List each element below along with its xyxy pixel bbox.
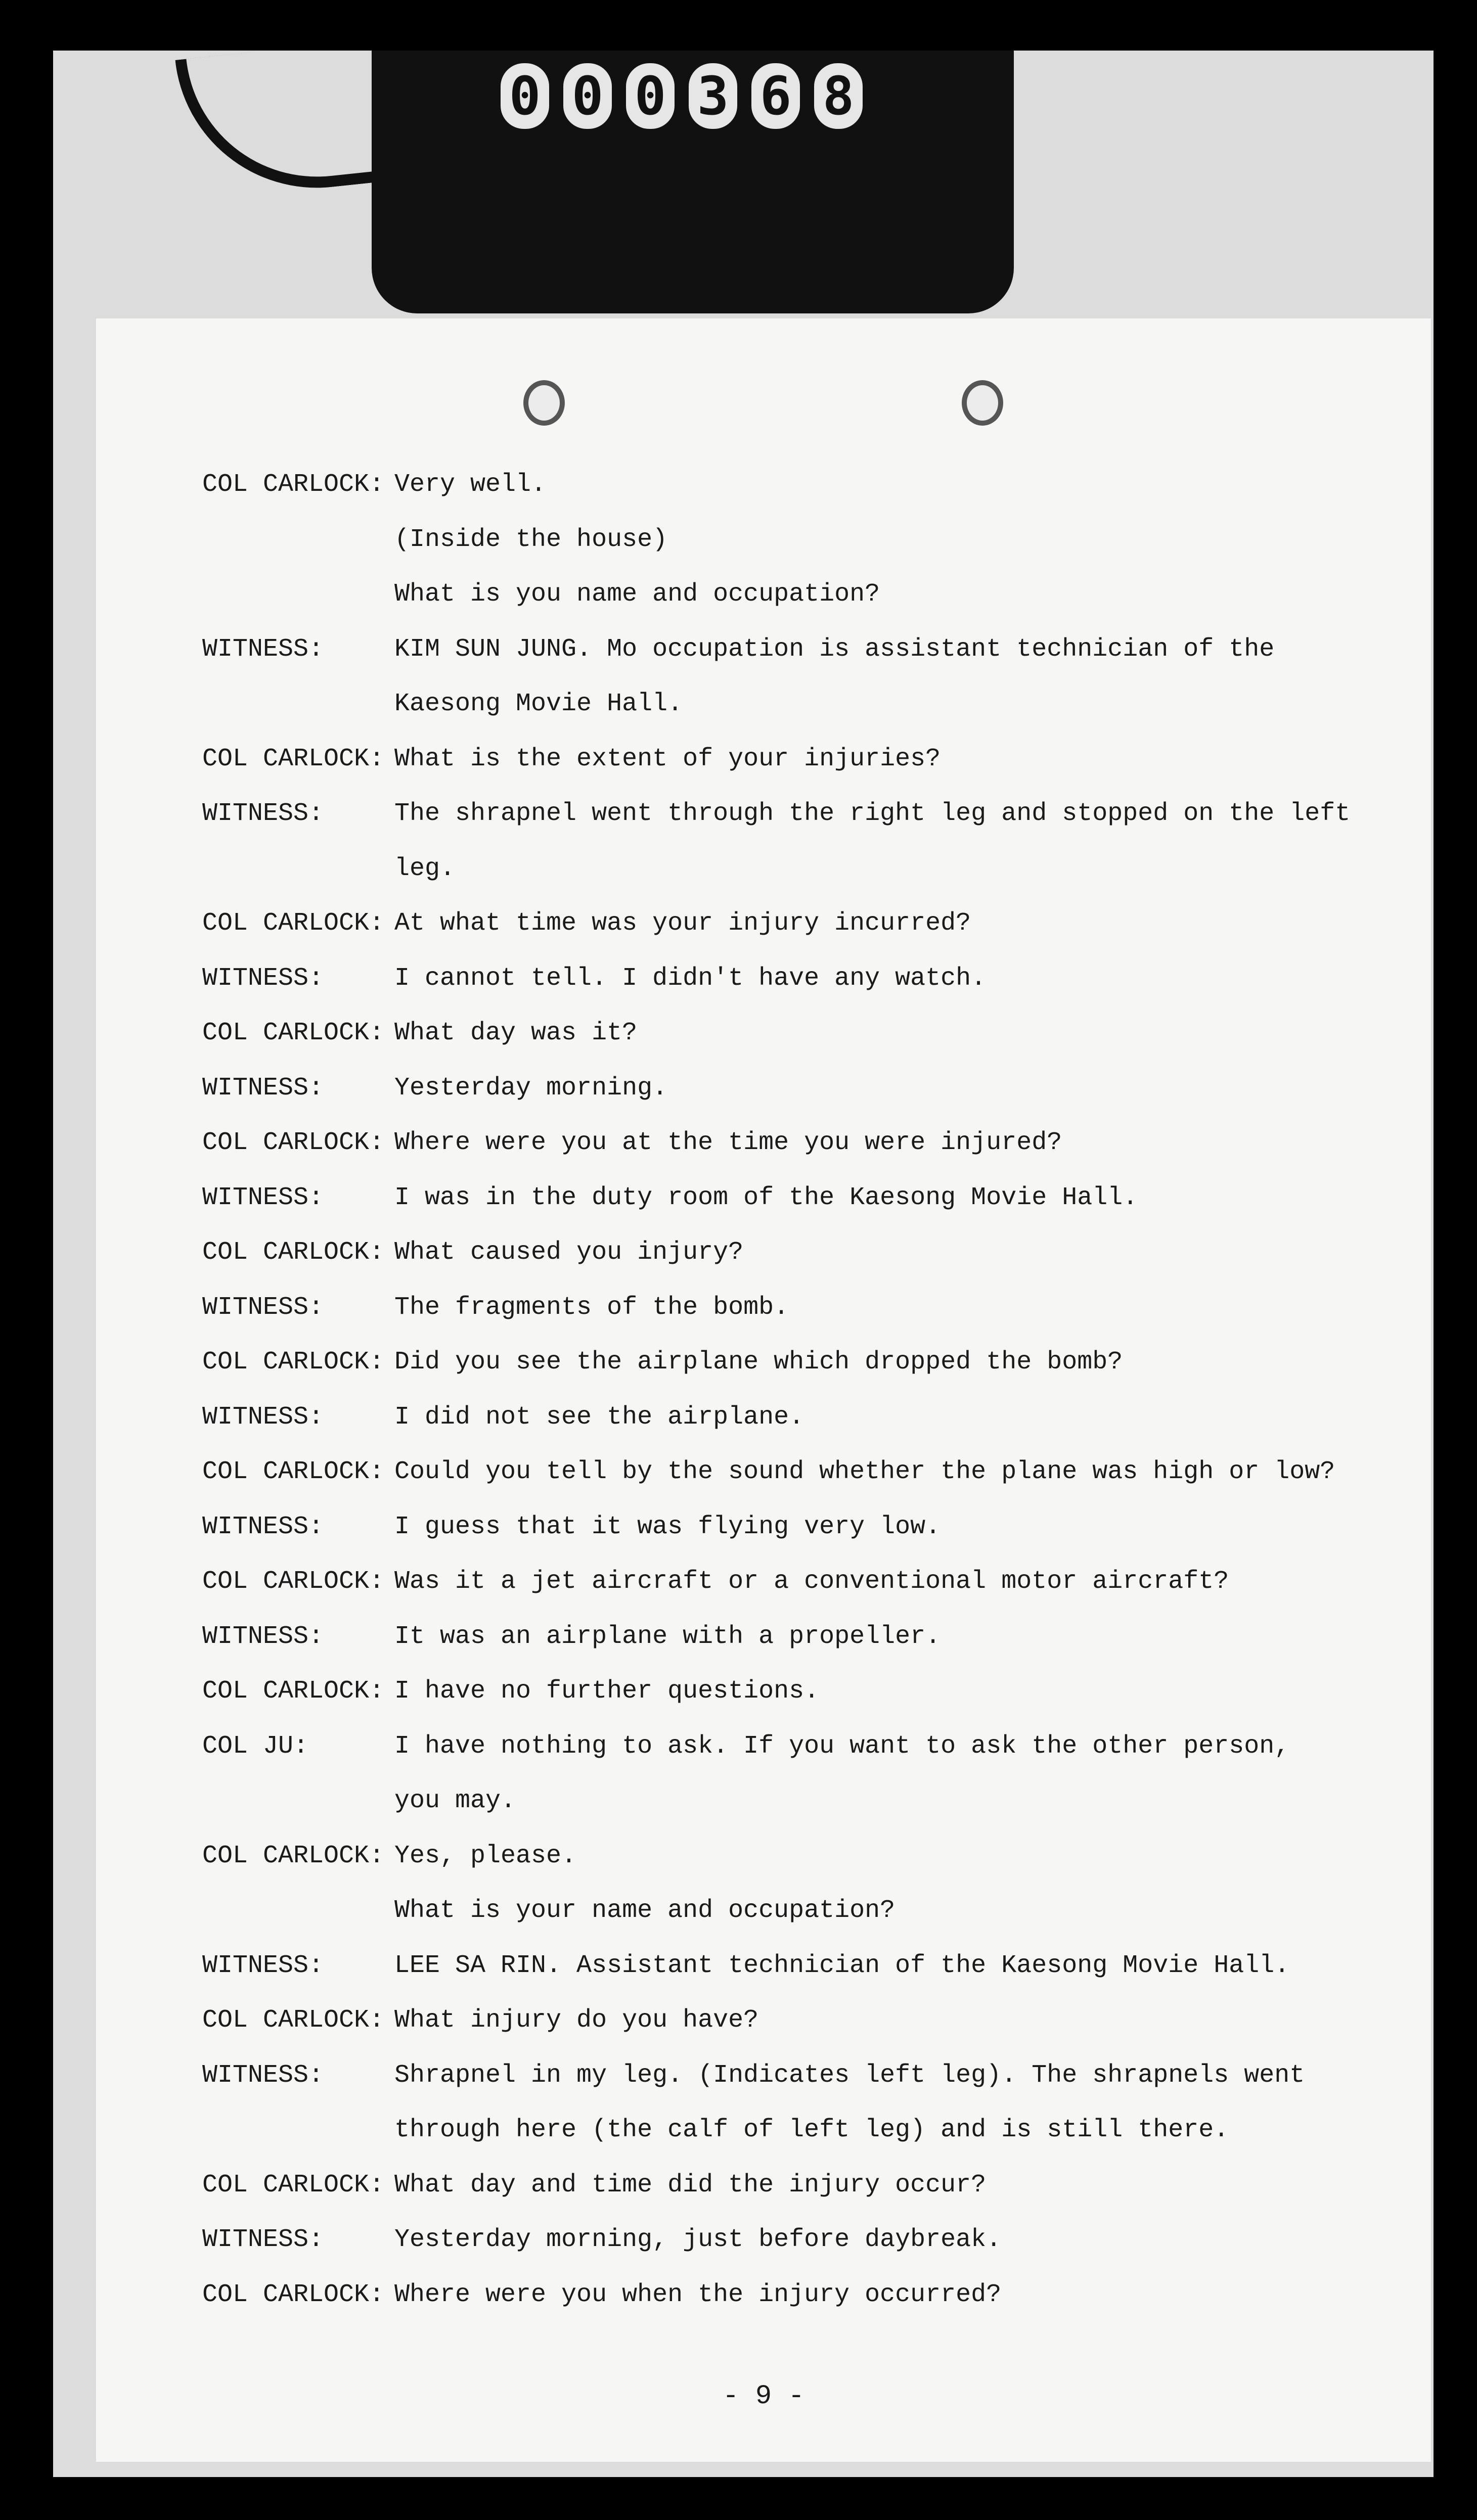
- speaker-label: COL CARLOCK:: [202, 1348, 385, 1377]
- speech-text: Where were you when the injury occurred?: [394, 2280, 1002, 2309]
- speaker-label: COL CARLOCK:: [202, 1238, 385, 1267]
- counter-digit: 0: [626, 63, 675, 129]
- speech-text: through here (the calf of left leg) and is still there.: [394, 2116, 1229, 2144]
- transcript-line: [96, 854, 1431, 890]
- speech-text: It was an airplane with a propeller.: [394, 1622, 941, 1651]
- speaker-label: COL CARLOCK:: [202, 744, 385, 773]
- speaker-label: COL CARLOCK:: [202, 1457, 385, 1486]
- speech-text: I have nothing to ask. If you want to ask the other person,: [394, 1731, 1290, 1761]
- transcript-line: [96, 1348, 1431, 1383]
- speech-text: Very well.: [394, 470, 547, 499]
- speaker-label: COL CARLOCK:: [202, 1567, 385, 1596]
- transcript-line: [96, 1677, 1431, 1712]
- transcript-line: [96, 799, 1431, 835]
- speech-text: Did you see the airplane which dropped the bomb?: [394, 1348, 1123, 1377]
- frame-counter-digits: [501, 58, 885, 134]
- speech-text: What is the extent of your injuries?: [394, 744, 941, 773]
- speaker-label: WITNESS:: [202, 1512, 324, 1541]
- transcript-line: [96, 1732, 1431, 1767]
- speaker-label: COL CARLOCK:: [202, 2170, 385, 2200]
- speaker-label: COL CARLOCK:: [202, 1677, 385, 1706]
- speech-text: I guess that it was flying very low.: [394, 1512, 941, 1541]
- transcript-line: [96, 1842, 1431, 1877]
- speech-text: Kaesong Movie Hall.: [394, 690, 683, 718]
- speech-text: Yesterday morning, just before daybreak.: [394, 2225, 1002, 2254]
- transcript-line: [96, 1293, 1431, 1328]
- speaker-label: WITNESS:: [202, 964, 324, 993]
- speaker-label: WITNESS:: [202, 2225, 324, 2254]
- speech-text: I have no further questions.: [394, 1677, 820, 1706]
- page-number: - 9 -: [722, 2381, 805, 2412]
- speech-text: What caused you injury?: [394, 1238, 744, 1267]
- transcript-line: [96, 2171, 1431, 2206]
- speech-text: What injury do you have?: [394, 2006, 759, 2035]
- speaker-label: WITNESS:: [202, 799, 324, 828]
- transcript-line: [96, 1513, 1431, 1548]
- counter-digit: 6: [751, 63, 800, 129]
- counter-digit: 0: [501, 63, 549, 129]
- speech-text: Yesterday morning.: [394, 1073, 668, 1103]
- speaker-label: COL CARLOCK:: [202, 1019, 385, 1047]
- speech-text: you may.: [394, 1786, 516, 1815]
- speaker-label: COL CARLOCK:: [202, 2006, 385, 2035]
- transcript-line: [96, 1128, 1431, 1164]
- speaker-label: COL JU:: [202, 1731, 309, 1761]
- counter-digit: 8: [814, 63, 863, 129]
- transcript-line: [96, 2280, 1431, 2316]
- speech-text: I cannot tell. I didn't have any watch.: [394, 964, 987, 993]
- speech-text: The fragments of the bomb.: [394, 1293, 789, 1322]
- transcript-line: [96, 1457, 1431, 1493]
- transcript-line: [96, 635, 1431, 670]
- speech-text: Where were you at the time you were injured?: [394, 1128, 1062, 1157]
- transcript-line: [96, 1019, 1431, 1054]
- transcript-line: [96, 1074, 1431, 1109]
- speech-text: Could you tell by the sound whether the plane was high or low?: [394, 1457, 1335, 1486]
- speech-text: KIM SUN JUNG. Mo occupation is assistant technician of the: [394, 634, 1275, 664]
- speech-text: What day and time did the injury occur?: [394, 2170, 987, 2200]
- transcript-line: [96, 525, 1431, 561]
- speaker-label: WITNESS:: [202, 1402, 324, 1432]
- speech-text: What is you name and occupation?: [394, 580, 880, 609]
- transcript-line: [96, 580, 1431, 615]
- counter-digit: 3: [689, 63, 737, 129]
- speaker-label: COL CARLOCK:: [202, 1841, 385, 1870]
- speaker-label: COL CARLOCK:: [202, 909, 385, 938]
- speech-text: Shrapnel in my leg. (Indicates left leg). The shrapnels went: [394, 2060, 1305, 2090]
- document-page: [96, 318, 1431, 2462]
- speaker-label: COL CARLOCK:: [202, 2280, 385, 2309]
- transcript-line: [96, 2061, 1431, 2096]
- transcript-line: [96, 1786, 1431, 1822]
- speaker-label: COL CARLOCK:: [202, 1128, 385, 1157]
- speech-text: I did not see the airplane.: [394, 1402, 804, 1432]
- speech-text: The shrapnel went through the right leg and stopped on the left: [394, 799, 1351, 828]
- transcript-line: [96, 2116, 1431, 2151]
- transcript-line: [96, 1403, 1431, 1438]
- transcript-line: [96, 964, 1431, 999]
- speaker-label: WITNESS:: [202, 1951, 324, 1980]
- transcript-line: [96, 470, 1431, 506]
- transcript-line: [96, 1567, 1431, 1602]
- speaker-label: WITNESS:: [202, 1293, 324, 1322]
- speech-text: What is your name and occupation?: [394, 1896, 896, 1925]
- transcript-line: [96, 1951, 1431, 1987]
- speaker-label: COL CARLOCK:: [202, 470, 385, 499]
- transcript-line: [96, 2006, 1431, 2041]
- speech-text: Was it a jet aircraft or a conventional motor aircraft?: [394, 1567, 1229, 1596]
- speech-text: Yes, please.: [394, 1841, 577, 1870]
- transcript: [96, 318, 1431, 2462]
- transcript-line: [96, 2225, 1431, 2261]
- transcript-line: [96, 1896, 1431, 1932]
- speech-text: At what time was your injury incurred?: [394, 909, 971, 938]
- speaker-label: WITNESS:: [202, 2060, 324, 2090]
- speaker-label: WITNESS:: [202, 1622, 324, 1651]
- speech-text: leg.: [394, 854, 456, 883]
- speech-text: LEE SA RIN. Assistant technician of the Kaesong Movie Hall.: [394, 1951, 1290, 1980]
- speaker-label: WITNESS:: [202, 1183, 324, 1212]
- transcript-line: [96, 1183, 1431, 1219]
- speaker-label: WITNESS:: [202, 1073, 324, 1103]
- counter-digit: 0: [563, 63, 612, 129]
- speech-text: What day was it?: [394, 1019, 638, 1047]
- transcript-line: [96, 690, 1431, 725]
- transcript-line: [96, 1238, 1431, 1273]
- speech-text: (Inside the house): [394, 525, 668, 554]
- transcript-line: [96, 909, 1431, 944]
- speaker-label: WITNESS:: [202, 634, 324, 664]
- transcript-line: [96, 745, 1431, 780]
- transcript-line: [96, 1622, 1431, 1658]
- speech-text: I was in the duty room of the Kaesong Movie Hall.: [394, 1183, 1138, 1212]
